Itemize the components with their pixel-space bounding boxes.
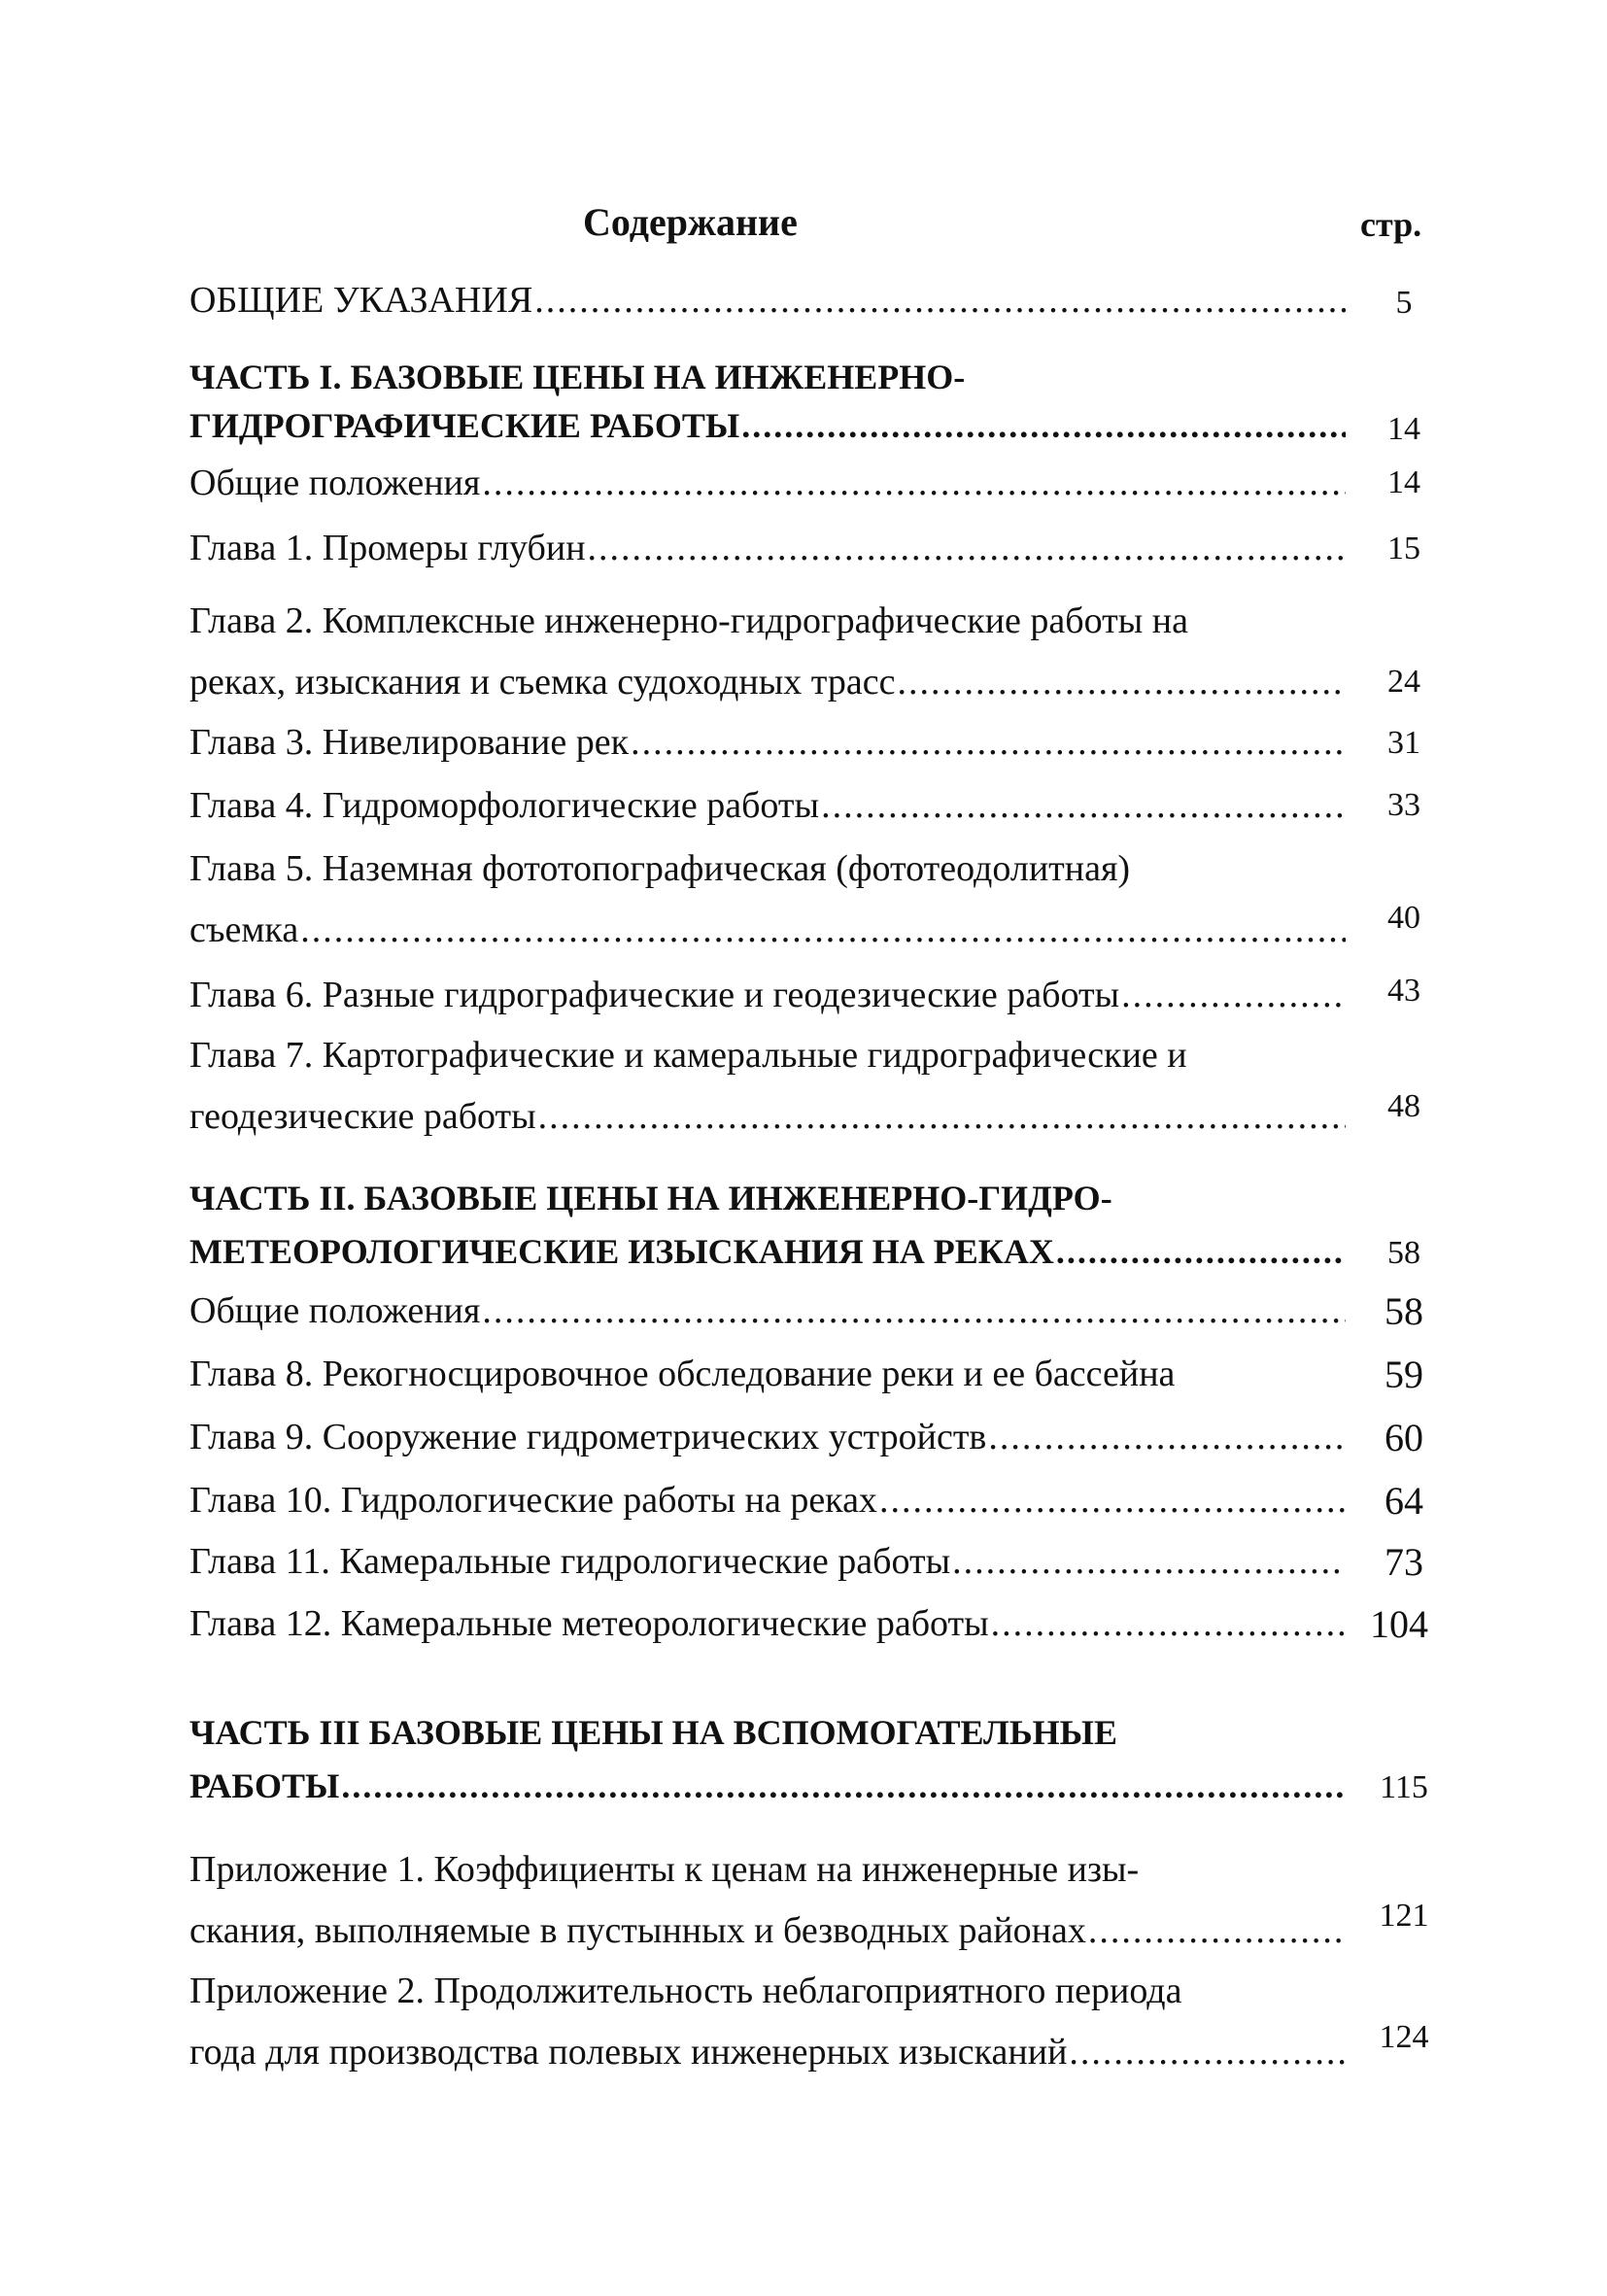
dot-leader (952, 1543, 1346, 1580)
dot-leader (879, 1482, 1346, 1519)
entry-page: 64 (1385, 1479, 1423, 1523)
dot-leader (1121, 977, 1346, 1013)
entry-title: Приложение 2. Продолжительность неблагоприятного периода (189, 1970, 1182, 2011)
entry-page: 58 (1387, 1235, 1420, 1271)
entry-page: 58 (1385, 1289, 1423, 1333)
dot-leader (534, 282, 1346, 319)
toc-entry-part3-line1 (189, 1715, 1346, 1750)
toc-entry-chapter5-line1 (189, 850, 1346, 887)
entry-page: 60 (1385, 1416, 1423, 1459)
entry-title: Глава 1. Промеры глубин (189, 528, 586, 568)
entry-page: 14 (1387, 464, 1420, 500)
dot-leader (300, 911, 1346, 948)
entry-title-cont: реках, изыскания и съемка судоходных трасс (189, 662, 896, 703)
toc-entry-chapter3 (189, 724, 1346, 761)
entry-page: 14 (1387, 411, 1420, 447)
entry-page: 59 (1385, 1353, 1423, 1396)
dot-leader (1056, 1234, 1346, 1269)
toc-entry-appendix1-line1 (189, 1851, 1346, 1888)
entry-page: 31 (1387, 725, 1420, 761)
entry-title-cont: РАБОТЫ (189, 1766, 340, 1805)
entry-page: 115 (1380, 1769, 1428, 1805)
dot-leader (538, 1098, 1346, 1135)
toc-entry-chapter7-line1 (189, 1037, 1346, 1074)
entry-title: Глава 11. Камеральные гидрологические работы (189, 1541, 951, 1582)
entry-title: Глава 8. Рекогносцировочное обследование реки и ее бассейна (189, 1354, 1176, 1394)
toc-entry-general (189, 282, 1346, 319)
toc-entry-chapter7-line2 (189, 1098, 1346, 1135)
entry-title: Глава 4. Гидроморфологические работы (189, 785, 820, 826)
dot-leader (482, 464, 1346, 501)
entry-page: 48 (1387, 1088, 1420, 1124)
dot-leader (741, 408, 1346, 443)
entry-title: Глава 5. Наземная фототопографическая (фототеодолитная) (189, 848, 1131, 889)
entry-title: Глава 2. Комплексные инженерно-гидрографические работы на (189, 600, 1188, 641)
toc-entry-chapter11 (189, 1543, 1346, 1580)
entry-title: ЧАСТЬ III БАЗОВЫЕ ЦЕНЫ НА ВСПОМОГАТЕЛЬНЫЕ (189, 1713, 1117, 1752)
entry-title: Глава 9. Сооружение гидрометрических устройств (189, 1417, 987, 1457)
entry-page: 33 (1387, 787, 1420, 823)
page-column-label: стр. (1360, 205, 1422, 244)
toc-heading: Содержание (583, 200, 798, 244)
dot-leader (897, 664, 1346, 701)
entry-page: 24 (1387, 664, 1420, 700)
toc-entry-general-provisions-1 (189, 464, 1346, 501)
dot-leader (631, 724, 1346, 761)
toc-entry-general-provisions-2 (189, 1292, 1346, 1329)
entry-title: Общие положения (189, 1290, 481, 1331)
entry-page: 15 (1387, 531, 1420, 566)
entry-page: 121 (1379, 1898, 1429, 1934)
entry-page: 124 (1379, 2019, 1429, 2055)
entry-title: Общие положения (189, 463, 481, 503)
dot-leader (1088, 1912, 1346, 1949)
entry-title: Глава 6. Разные гидрографические и геодезические работы (189, 975, 1120, 1015)
dot-leader (341, 1768, 1346, 1803)
entry-page: 73 (1385, 1540, 1423, 1584)
toc-entry-chapter4 (189, 787, 1346, 824)
toc-entry-chapter2-line1 (189, 602, 1346, 639)
toc-entry-chapter8 (189, 1355, 1346, 1392)
toc-entry-appendix2-line2 (189, 2034, 1346, 2071)
entry-page: 40 (1387, 900, 1420, 936)
entry-page: 104 (1370, 1602, 1428, 1646)
entry-title: Приложение 1. Коэффициенты к ценам на инженерные изы- (189, 1849, 1140, 1890)
dot-leader (1069, 2034, 1346, 2071)
toc-entry-part2-line1 (189, 1181, 1346, 1216)
entry-title: Глава 3. Нивелирование рек (189, 722, 630, 763)
toc-entry-chapter2-line2 (189, 664, 1346, 701)
entry-title: Глава 10. Гидрологические работы на реках (189, 1480, 877, 1521)
toc-entry-appendix2-line1 (189, 1972, 1346, 2009)
toc-entry-part1-line1 (189, 360, 1346, 394)
entry-title-cont: скания, выполняемые в пустынных и безводных районах (189, 1910, 1086, 1951)
entry-title-cont: года для производства полевых инженерных изысканий (189, 2032, 1068, 2073)
entry-page: 5 (1395, 285, 1413, 321)
entry-title: Глава 12. Камеральные метеорологические работы (189, 1603, 989, 1644)
toc-entry-part1-line2 (189, 408, 1346, 443)
dot-leader (482, 1292, 1346, 1329)
entry-page: 43 (1387, 973, 1420, 1009)
toc-entry-chapter1 (189, 530, 1346, 566)
entry-title-cont: съемка (189, 909, 299, 950)
toc-entry-part2-line2 (189, 1234, 1346, 1269)
dot-leader (991, 1605, 1346, 1642)
toc-entry-part3-line2 (189, 1768, 1346, 1803)
toc-entry-chapter10 (189, 1482, 1346, 1519)
dot-leader (588, 530, 1346, 566)
entry-title-cont: геодезические работы (189, 1096, 536, 1137)
entry-title: Глава 7. Картографические и камеральные гидрографические и (189, 1035, 1187, 1076)
entry-title: ЧАСТЬ I. БАЗОВЫЕ ЦЕНЫ НА ИНЖЕНЕРНО- (189, 358, 966, 396)
entry-title-cont: МЕТЕОРОЛОГИЧЕСКИЕ ИЗЫСКАНИЯ НА РЕКАХ (189, 1232, 1054, 1271)
dot-leader (988, 1419, 1346, 1456)
toc-entry-chapter6 (189, 977, 1346, 1013)
toc-entry-chapter9 (189, 1419, 1346, 1456)
toc-entry-chapter5-line2 (189, 911, 1346, 948)
entry-title: ЧАСТЬ II. БАЗОВЫЕ ЦЕНЫ НА ИНЖЕНЕРНО-ГИДРО- (189, 1179, 1112, 1217)
entry-title: ОБЩИЕ УКАЗАНИЯ (189, 280, 533, 321)
toc-entry-appendix1-line2 (189, 1912, 1346, 1949)
toc-entry-chapter12 (189, 1605, 1346, 1642)
dot-leader (821, 787, 1346, 824)
entry-title-cont: ГИДРОГРАФИЧЕСКИЕ РАБОТЫ (189, 406, 740, 445)
